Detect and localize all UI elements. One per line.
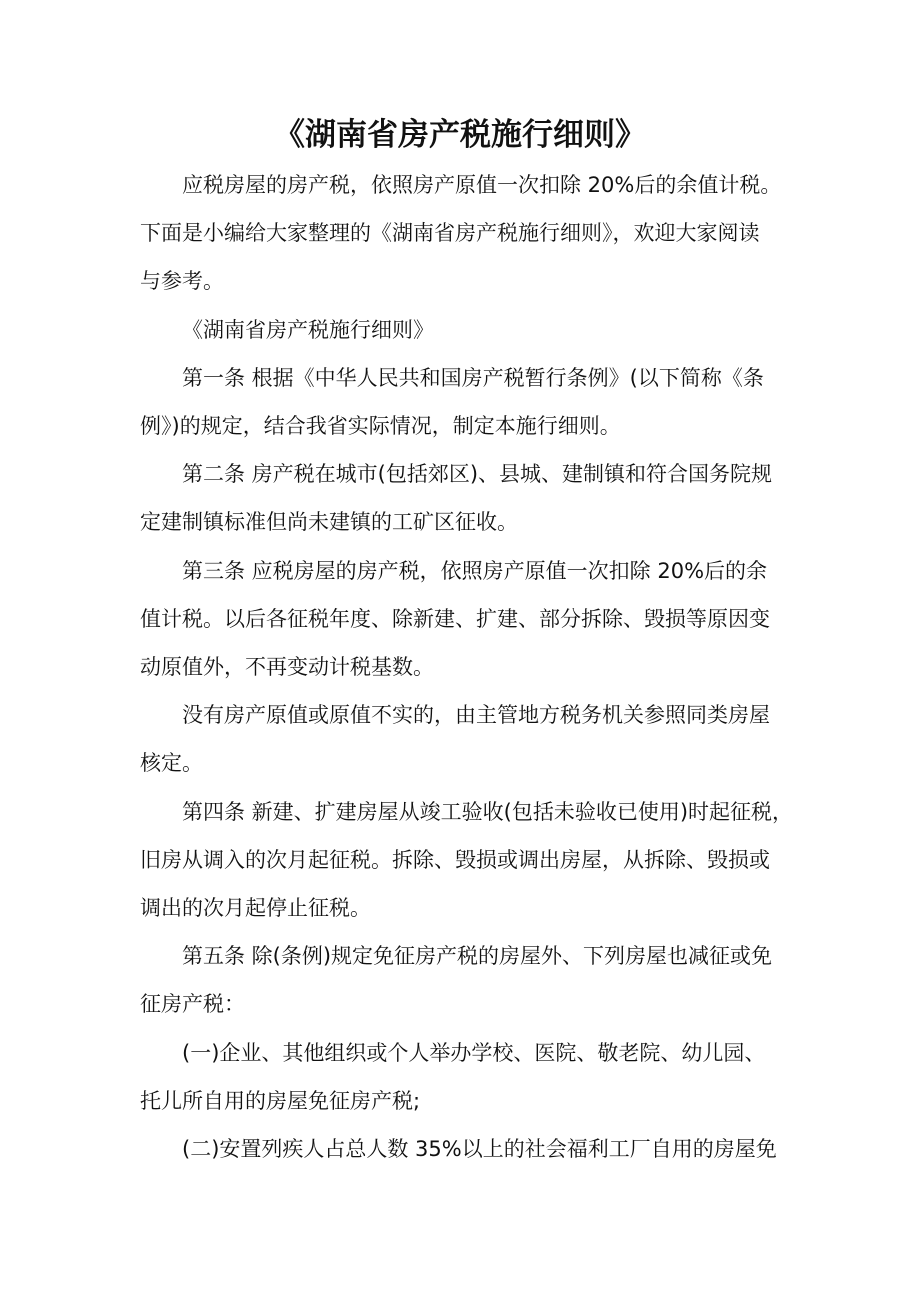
paragraph-line: 第四条 新建、扩建房屋从竣工验收(包括未验收已使用)时起征税，: [182, 800, 794, 824]
paragraph-line: 定建制镇标准但尚未建镇的工矿区征收。: [140, 510, 518, 534]
paragraph-line: 调出的次月起停止征税。: [140, 896, 371, 920]
paragraph-line: 第二条 房产税在城市(包括郊区)、县城、建制镇和符合国务院规: [182, 462, 773, 486]
paragraph-line: 征房产税：: [140, 992, 245, 1016]
paragraph-line: 没有房产原值或原值不实的，由主管地方税务机关参照同类房屋: [182, 703, 770, 727]
paragraph-line: 与参考。: [140, 269, 224, 293]
paragraph-line: (一)企业、其他组织或个人举办学校、医院、敬老院、幼儿园、: [182, 1041, 766, 1065]
paragraph-line: 托儿所自用的房屋免征房产税;: [140, 1089, 421, 1113]
paragraph-line: 旧房从调入的次月起征税。拆除、毁损或调出房屋，从拆除、毁损或: [140, 848, 770, 872]
document-title: 《湖南省房产税施行细则》: [274, 117, 646, 153]
paragraph-line: 例》)的规定，结合我省实际情况，制定本施行细则。: [140, 414, 621, 438]
paragraph-line: 应税房屋的房产税，依照房产原值一次扣除 20%后的余值计税。: [182, 173, 782, 197]
paragraph-line: 下面是小编给大家整理的《湖南省房产税施行细则》，欢迎大家阅读: [140, 221, 760, 245]
paragraph-line: (二)安置列疾人占总人数 35%以上的社会福利工厂自用的房屋免: [182, 1137, 777, 1161]
paragraph-line: 第五条 除(条例)规定免征房产税的房屋外、下列房屋也减征或免: [182, 944, 773, 968]
paragraph-line: 动原值外，不再变动计税基数。: [140, 655, 434, 679]
paragraph-line: 第一条 根据《中华人民共和国房产税暂行条例》(以下简称《条: [182, 366, 764, 390]
paragraph-line: 第三条 应税房屋的房产税，依照房产原值一次扣除 20%后的余: [182, 559, 768, 583]
paragraph-line: 《湖南省房产税施行细则》: [182, 318, 434, 342]
paragraph-line: 核定。: [140, 751, 203, 775]
paragraph-line: 值计税。以后各征税年度、除新建、扩建、部分拆除、毁损等原因变: [140, 607, 770, 631]
